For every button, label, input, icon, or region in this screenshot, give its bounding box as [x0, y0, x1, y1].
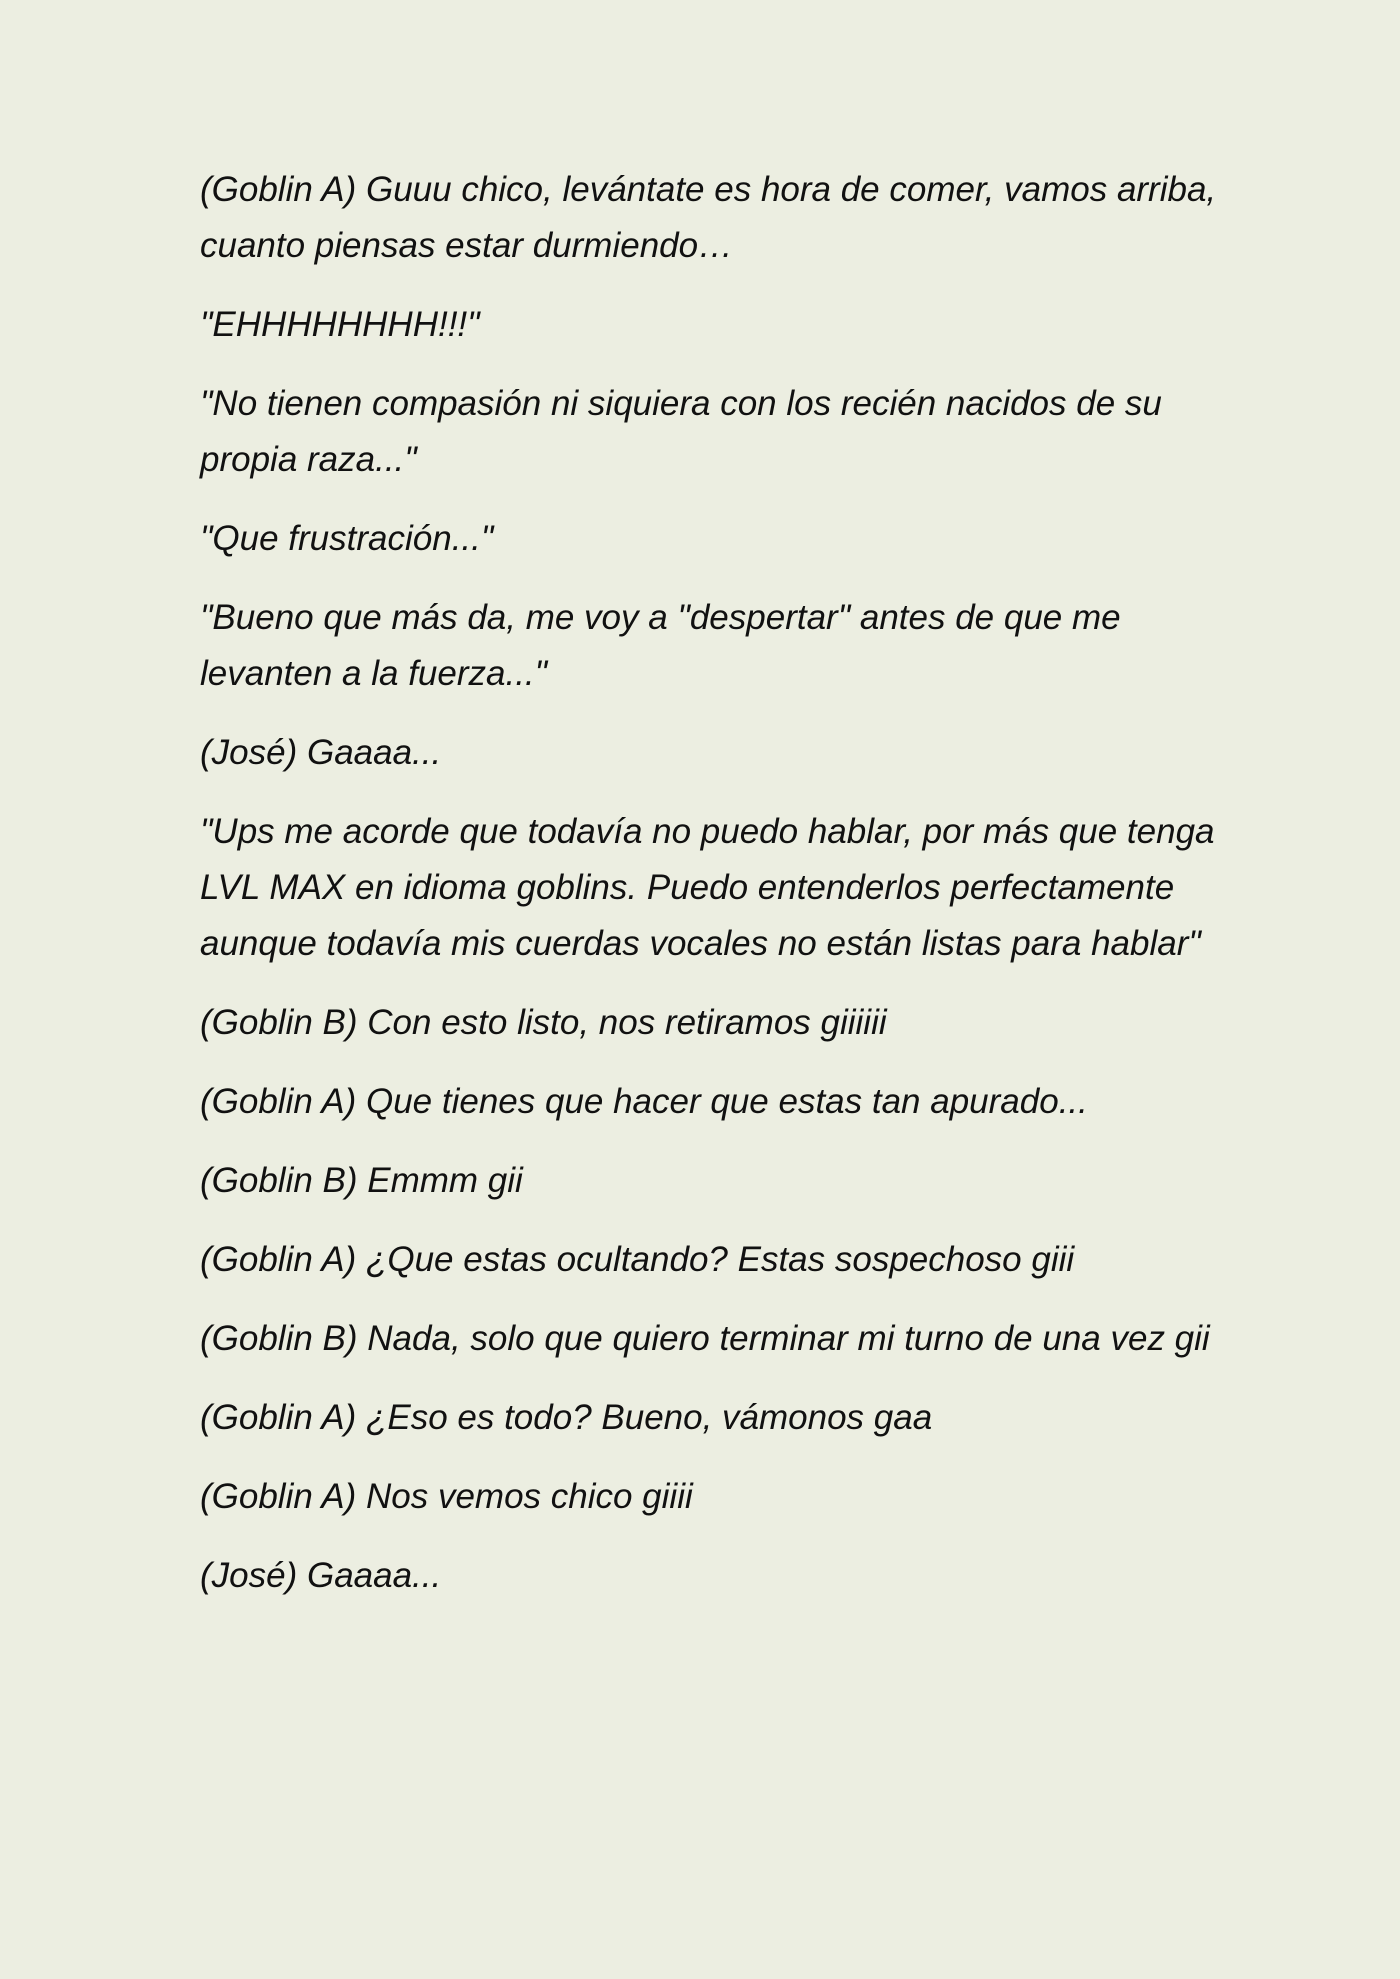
paragraph-goblin-a-wake: (Goblin A) Guuu chico, levántate es hora de comer, vamos arriba, cuanto piensas estar durmiendo…: [200, 170, 1217, 265]
paragraph-goblin-b-shift: (Goblin B) Nada, solo que quiero terminar mi turno de una vez gii: [200, 1319, 1210, 1358]
paragraph-wake-up: "Bueno que más da, me voy a "despertar" antes de que me levanten a la fuerza...": [200, 598, 1121, 693]
paragraph-goblin-b-leaving: (Goblin B) Con esto listo, nos retiramos giiiiii: [200, 1003, 887, 1042]
paragraph-cannot-speak: "Ups me acorde que todavía no puedo hablar, por más que tenga LVL MAX en idioma goblins. Puedo entenderlos perfectamente aunque todavía mis cuerdas vocales no están listas para hablar": [200, 812, 1215, 963]
paragraph-jose-gaaaa-2: (José) Gaaaa...: [200, 1556, 442, 1595]
paragraph-scream: "EHHHHHHHH!!!": [200, 305, 480, 344]
paragraph-jose-gaaaa-1: (José) Gaaaa...: [200, 733, 442, 772]
paragraph-goblin-a-hurry: (Goblin A) Que tienes que hacer que estas tan apurado...: [200, 1082, 1088, 1121]
paragraph-goblin-a-lets-go: (Goblin A) ¿Eso es todo? Bueno, vámonos gaa: [200, 1398, 933, 1437]
paragraph-no-compassion: "No tienen compasión ni siquiera con los recién nacidos de su propia raza...": [200, 384, 1162, 479]
paragraph-goblin-a-hiding: (Goblin A) ¿Que estas ocultando? Estas sospechoso giii: [200, 1240, 1075, 1279]
paragraph-goblin-a-bye: (Goblin A) Nos vemos chico giiii: [200, 1477, 693, 1516]
paragraph-goblin-b-emmm: (Goblin B) Emmm gii: [200, 1161, 523, 1200]
paragraph-frustration: "Que frustración...": [200, 519, 494, 558]
